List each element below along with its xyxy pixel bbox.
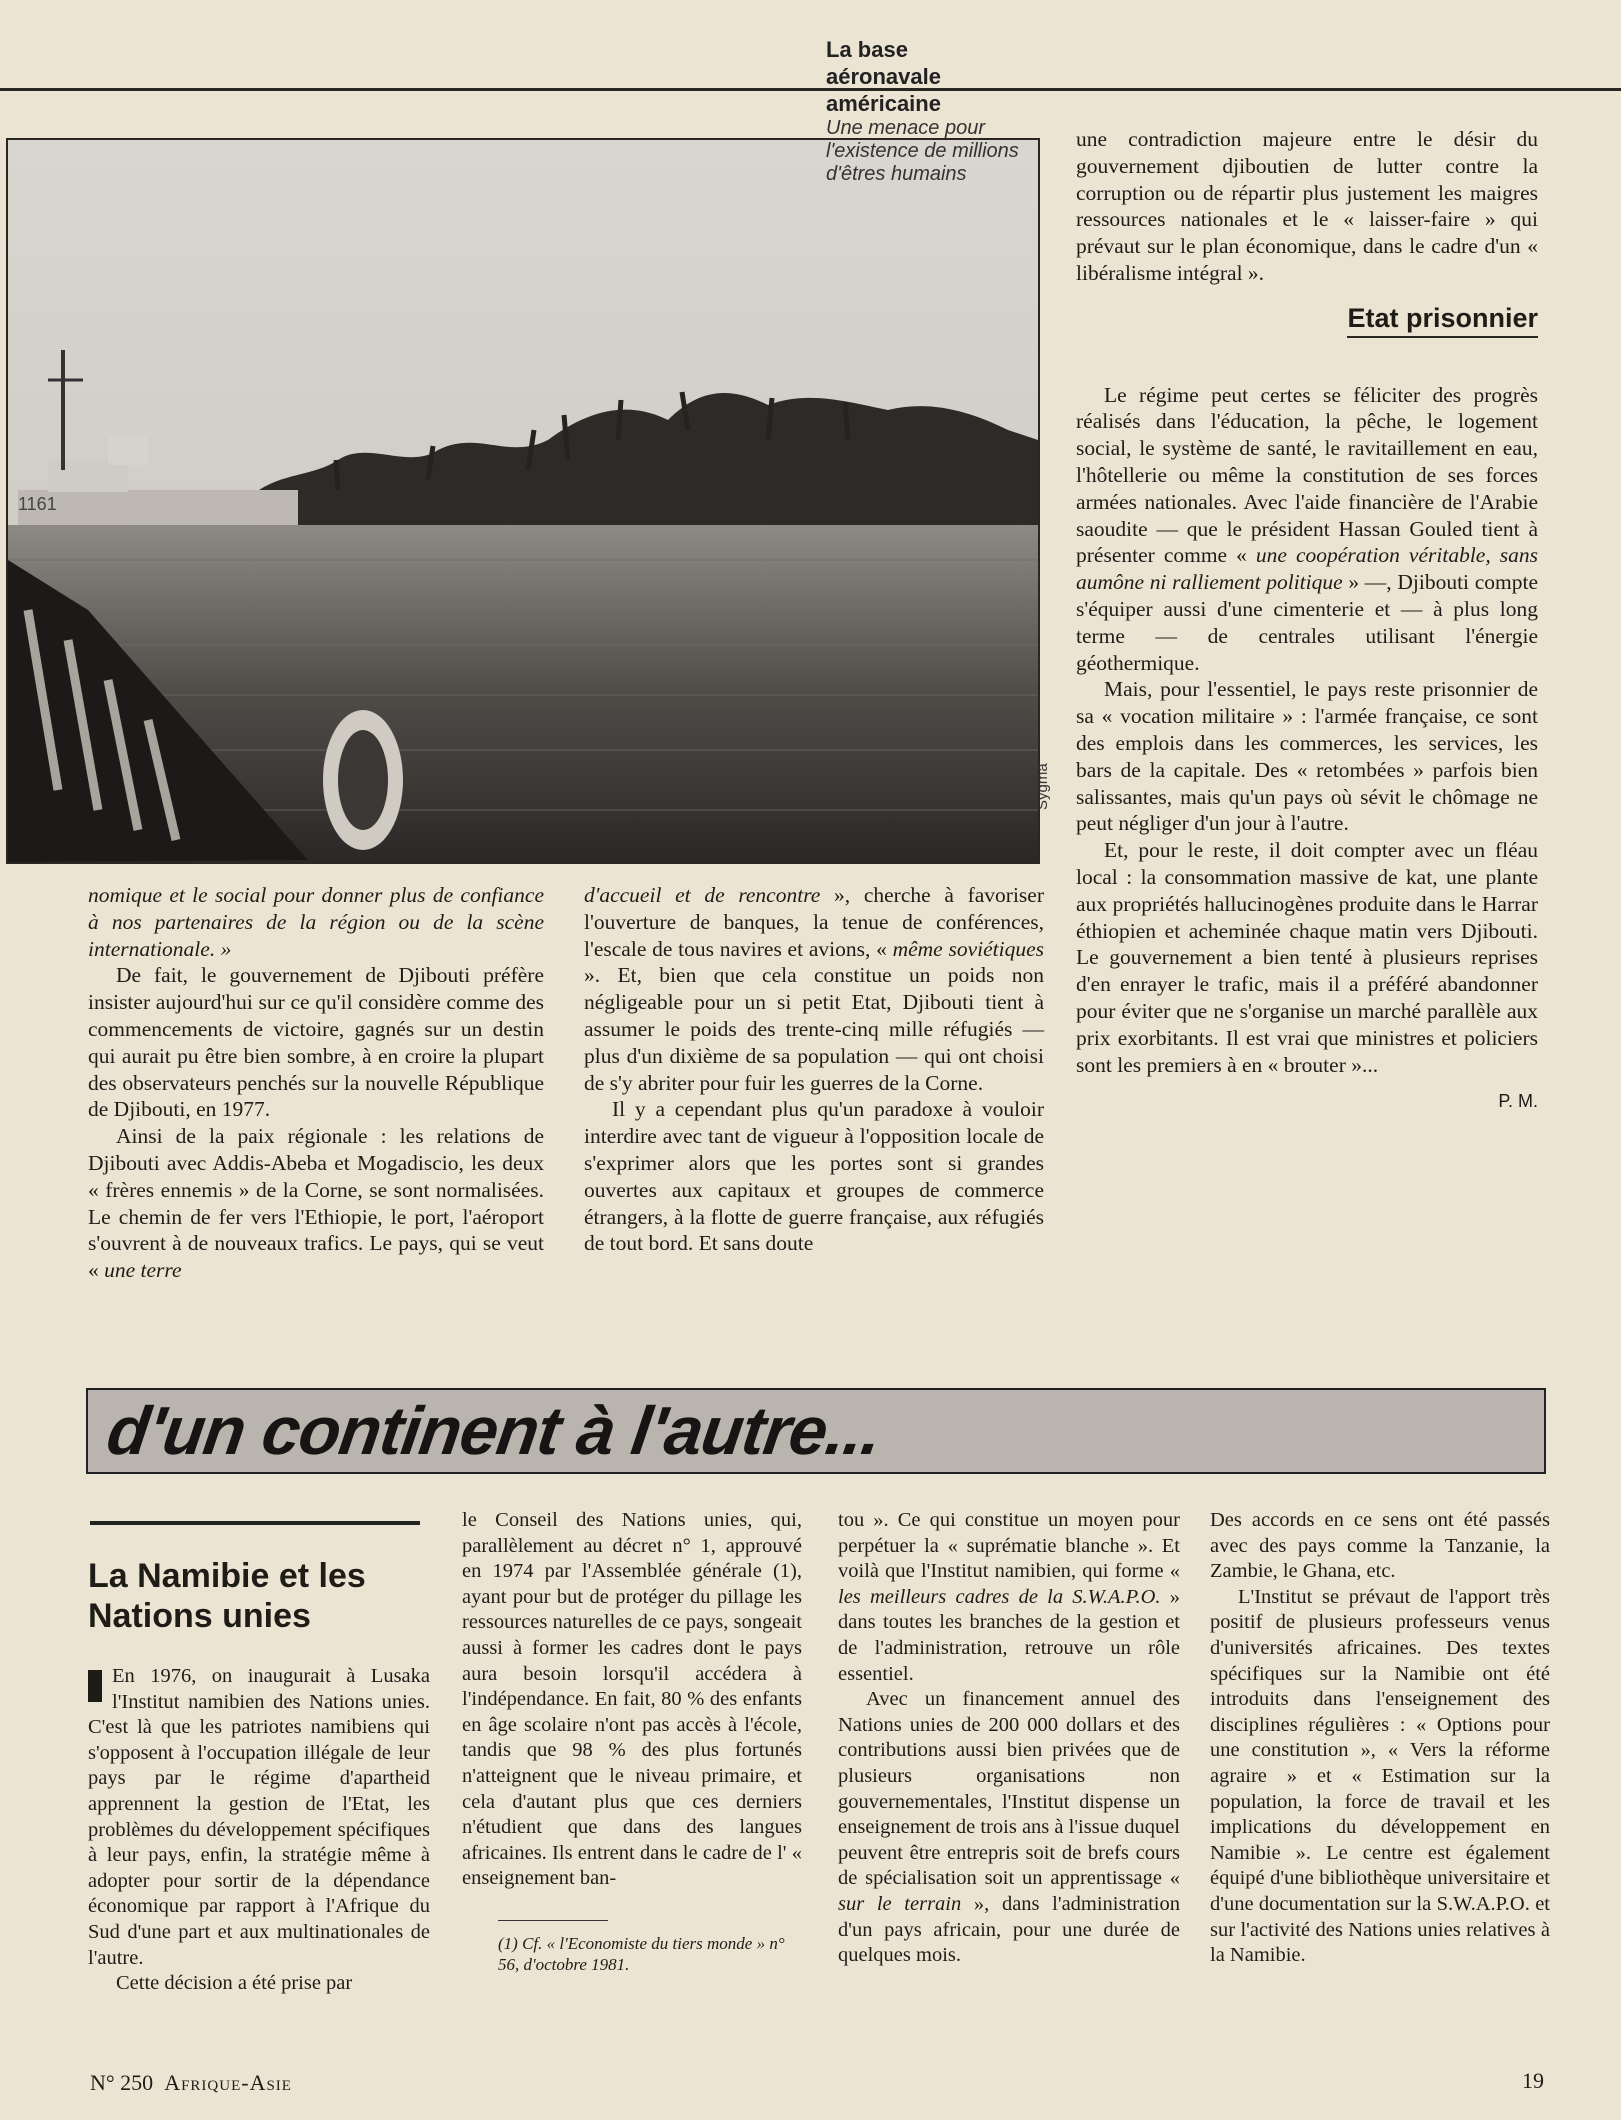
author-signature: P. M. <box>1498 1091 1538 1112</box>
magazine-name: Afrique-Asie <box>164 2070 292 2095</box>
footnote: (1) Cf. « l'Economiste du tiers monde » n° 56, d'octobre 1981. <box>498 1933 785 1974</box>
namibia-column-3 <box>838 1508 1180 1969</box>
text-run: » —, Djibouti compte s'équiper aussi d'une cimenterie et — à plus long terme — de centrales utilisant l'énergie géothermique. <box>1076 570 1538 675</box>
page-footer-left <box>90 2070 292 2096</box>
namibia-title: La Namibie et les Nations unies <box>88 1557 366 1635</box>
text-run: même soviétiques <box>892 936 1044 961</box>
paragraph: Cette décision a été prise par <box>116 1972 353 1995</box>
banner-text: d'un continent à l'autre... <box>102 1393 886 1469</box>
text-run: Le régime peut certes se féliciter des progrès réalisés dans l'éducation, la pêche, le logement social, le système de santé, le ravitaillement en eau, l'hôtellerie ou même la constitution de ses forces armées nationales. Avec l'aide financière de l'Arabie saoudite — que le président Hassan Gouled tient à présenter comme « <box>1076 382 1538 568</box>
namibia-column-2 <box>462 1508 802 1975</box>
issue-number: N° 250 <box>90 2070 154 2095</box>
text-run: » dans toutes les branches de la gestion et de l'administration, retrouve un rôle essentiel. <box>838 1585 1180 1685</box>
paragraph <box>584 882 1044 1096</box>
paragraph: Mais, pour l'essentiel, le pays reste prisonnier de sa « vocation militaire » : l'armée française, ce sont des emplois dans les commerces, les services, les bars de la capitale. Des « retombées » parfois bien salissantes, mais qu'un pays où sévit le chômage ne peut négliger d'un jour à l'autre. <box>1076 677 1538 836</box>
namibia-column-1 <box>88 1664 430 1997</box>
top-rule <box>0 88 1621 91</box>
paragraph: nomique et le social pour donner plus de confiance à nos partenaires de la région ou de la scène internationale. » <box>88 883 544 961</box>
text-run: Ainsi de la paix régionale : les relations de Djibouti avec Addis-Abeba et Mogadiscio, les deux « frères ennemis » de la Corne, se sont normalisées. Le chemin de fer vers l'Ethiopie, le port, l'aéroport s'ouvrent à de nouveaux trafics. Le pays, qui se veut « <box>88 1124 544 1283</box>
paragraph <box>838 1687 1180 1969</box>
paragraph <box>88 1123 544 1284</box>
drop-block <box>88 1670 102 1702</box>
footnote-rule <box>498 1920 608 1921</box>
section-banner <box>86 1388 1546 1474</box>
text-run: d'accueil et de rencontre <box>584 883 821 907</box>
paragraph <box>1076 382 1538 677</box>
text-run: une coopération véritable, sans aumône ni ralliement politique <box>1076 543 1538 595</box>
caption-text: Une menace pour l'existence de millions d'êtres humains <box>826 117 1019 185</box>
paragraph: Il y a cependant plus qu'un paradoxe à vouloir interdire avec tant de vigueur à l'opposition locale de s'exprimer alors que les portes sont si grandes ouvertes aux capitaux et groupes de commerce étrangers, à la flotte de guerre française, aux réfugiés de tout bord. Et sans doute <box>584 1097 1044 1256</box>
photo-credit: Sygma <box>1034 763 1051 810</box>
caption-title: La base aéronavale américaine <box>826 37 941 116</box>
hull-number: 1161 <box>18 494 57 514</box>
paragraph: le Conseil des Nations unies, qui, parallèlement au décret n° 1, approuvé en 1974 par l'Assemblée générale (1), ayant pour but de protéger du pillage les ressources naturelles de ce pays, songeait aussi à former les cadres dont le pays aura besoin lorsqu'il accédera à l'indépendance. En fait, 80 % des enfants en âge scolaire n'ont pas accès à l'école, tandis que 98 % des plus fortunés n'atteignent que le niveau primaire, et cela d'autant plus que ces derniers n'étudient que dans des langues africaines. Ils entrent dans le cadre de l' « enseignement ban- <box>462 1509 802 1890</box>
text-run: ». Et, bien que cela constitue un poids non négligeable pour un si petit Etat, Djibouti tient à assumer le poids des trente-cinq mille réfugiés — plus d'un dixième de sa population — qui ont choisi de s'y abriter pour fuir les guerres de la Corne. <box>584 963 1044 1095</box>
section-subhead: Etat prisonnier <box>1347 305 1538 338</box>
paragraph <box>838 1508 1180 1687</box>
namibia-title-rule <box>90 1521 420 1525</box>
article-column-1 <box>88 882 544 1284</box>
article-column-2 <box>584 882 1044 1257</box>
text-run: sur le terrain <box>838 1892 962 1915</box>
paragraph: L'Institut se prévaut de l'apport très positif de plusieurs professeurs venus d'universités africaines. Des textes spécifiques sur la Namibie ont été introduits dans l'enseignement des disciplines régulières : « Options pour une constitution », « Vers la réforme agraire » et « Estimation sur la population, la force de travail et les implications du développement en Namibie ». Le centre est également équipé d'une bibliothèque universitaire et d'une documentation sur la S.W.A.P.O. et sur l'activité des Nations unies relatives à la Namibie. <box>1210 1585 1550 1967</box>
namibia-column-4 <box>1210 1508 1550 1969</box>
text-run: », cherche à favoriser l'ouverture de banques, la tenue de conférences, l'escale de tous navires et avions, « <box>584 883 1044 961</box>
paragraph: Et, pour le reste, il doit compter avec un fléau local : la consommation massive de kat, une plante aux propriétés hallucinogènes produite dans le Harrar éthiopien et acheminée chaque matin vers Djibouti. Le gouvernement a bien tenté à plusieurs reprises d'en enrayer le trafic, mais il a préféré abandonner pour éviter que ne s'organise un marché parallèle aux prix exorbitants. Il est vrai que ministres et policiers sont les premiers à en « brouter »... <box>1076 838 1538 1077</box>
page-number: 19 <box>1522 2068 1544 2093</box>
harbor-photo <box>6 138 1040 864</box>
text-run: Avec un financement annuel des Nations unies de 200 000 dollars et des contributions aussi bien privées que de plusieurs organisations non gouvernementales, l'Institut dispense un enseignement de trois ans à l'issue duquel peuvent être entrepris soit de brefs cours de spécialisation soit un apprentissage « <box>838 1688 1180 1890</box>
paragraph: De fait, le gouvernement de Djibouti préfère insister aujourd'hui sur ce qu'il considère comme des commencements de victoire, gagnés sur un destin qui aurait pu être bien sombre, à en croire la plupart des observateurs penchés sur la nouvelle République de Djibouti, en 1977. <box>88 963 544 1122</box>
text-run: une terre <box>104 1258 182 1283</box>
text-run: En 1976, on inaugurait à Lusaka l'Institut namibien des Nations unies. C'est là que les patriotes namibiens qui s'opposent à l'occupation illégale de leur pays par le régime d'apartheid apprennent la gestion de l'Etat, les problèmes du développement spécifiques à leur pays, enfin, la stratégie même à adopter pour sortir de la dépendance économique par rapport à l'Afrique du Sud d'une part et aux multinationales de l'autre. <box>88 1665 430 1969</box>
article-column-3 <box>1076 126 1538 1115</box>
text-run: tou ». Ce qui constitue un moyen pour perpétuer la « suprématie blanche ». Et voilà que l'Institut namibien, qui forme « <box>838 1509 1180 1583</box>
text-run: les meilleurs cadres de la S.W.A.P.O. <box>838 1585 1161 1608</box>
photo-caption <box>826 36 1026 186</box>
paragraph: une contradiction majeure entre le désir du gouvernement djiboutien de lutter contre la corruption ou de répartir plus justement les maigres ressources nationales et le « laisser-faire » qui prévaut sur le plan économique, dans le cadre d'un « libéralisme intégral ». <box>1076 127 1538 285</box>
paragraph: Des accords en ce sens ont été passés avec des pays comme la Tanzanie, la Zambie, le Ghana, etc. <box>1210 1509 1550 1583</box>
text-run: », dans l'administration d'un pays africain, pour une durée de quelques mois. <box>838 1892 1180 1967</box>
paragraph <box>88 1664 430 1971</box>
